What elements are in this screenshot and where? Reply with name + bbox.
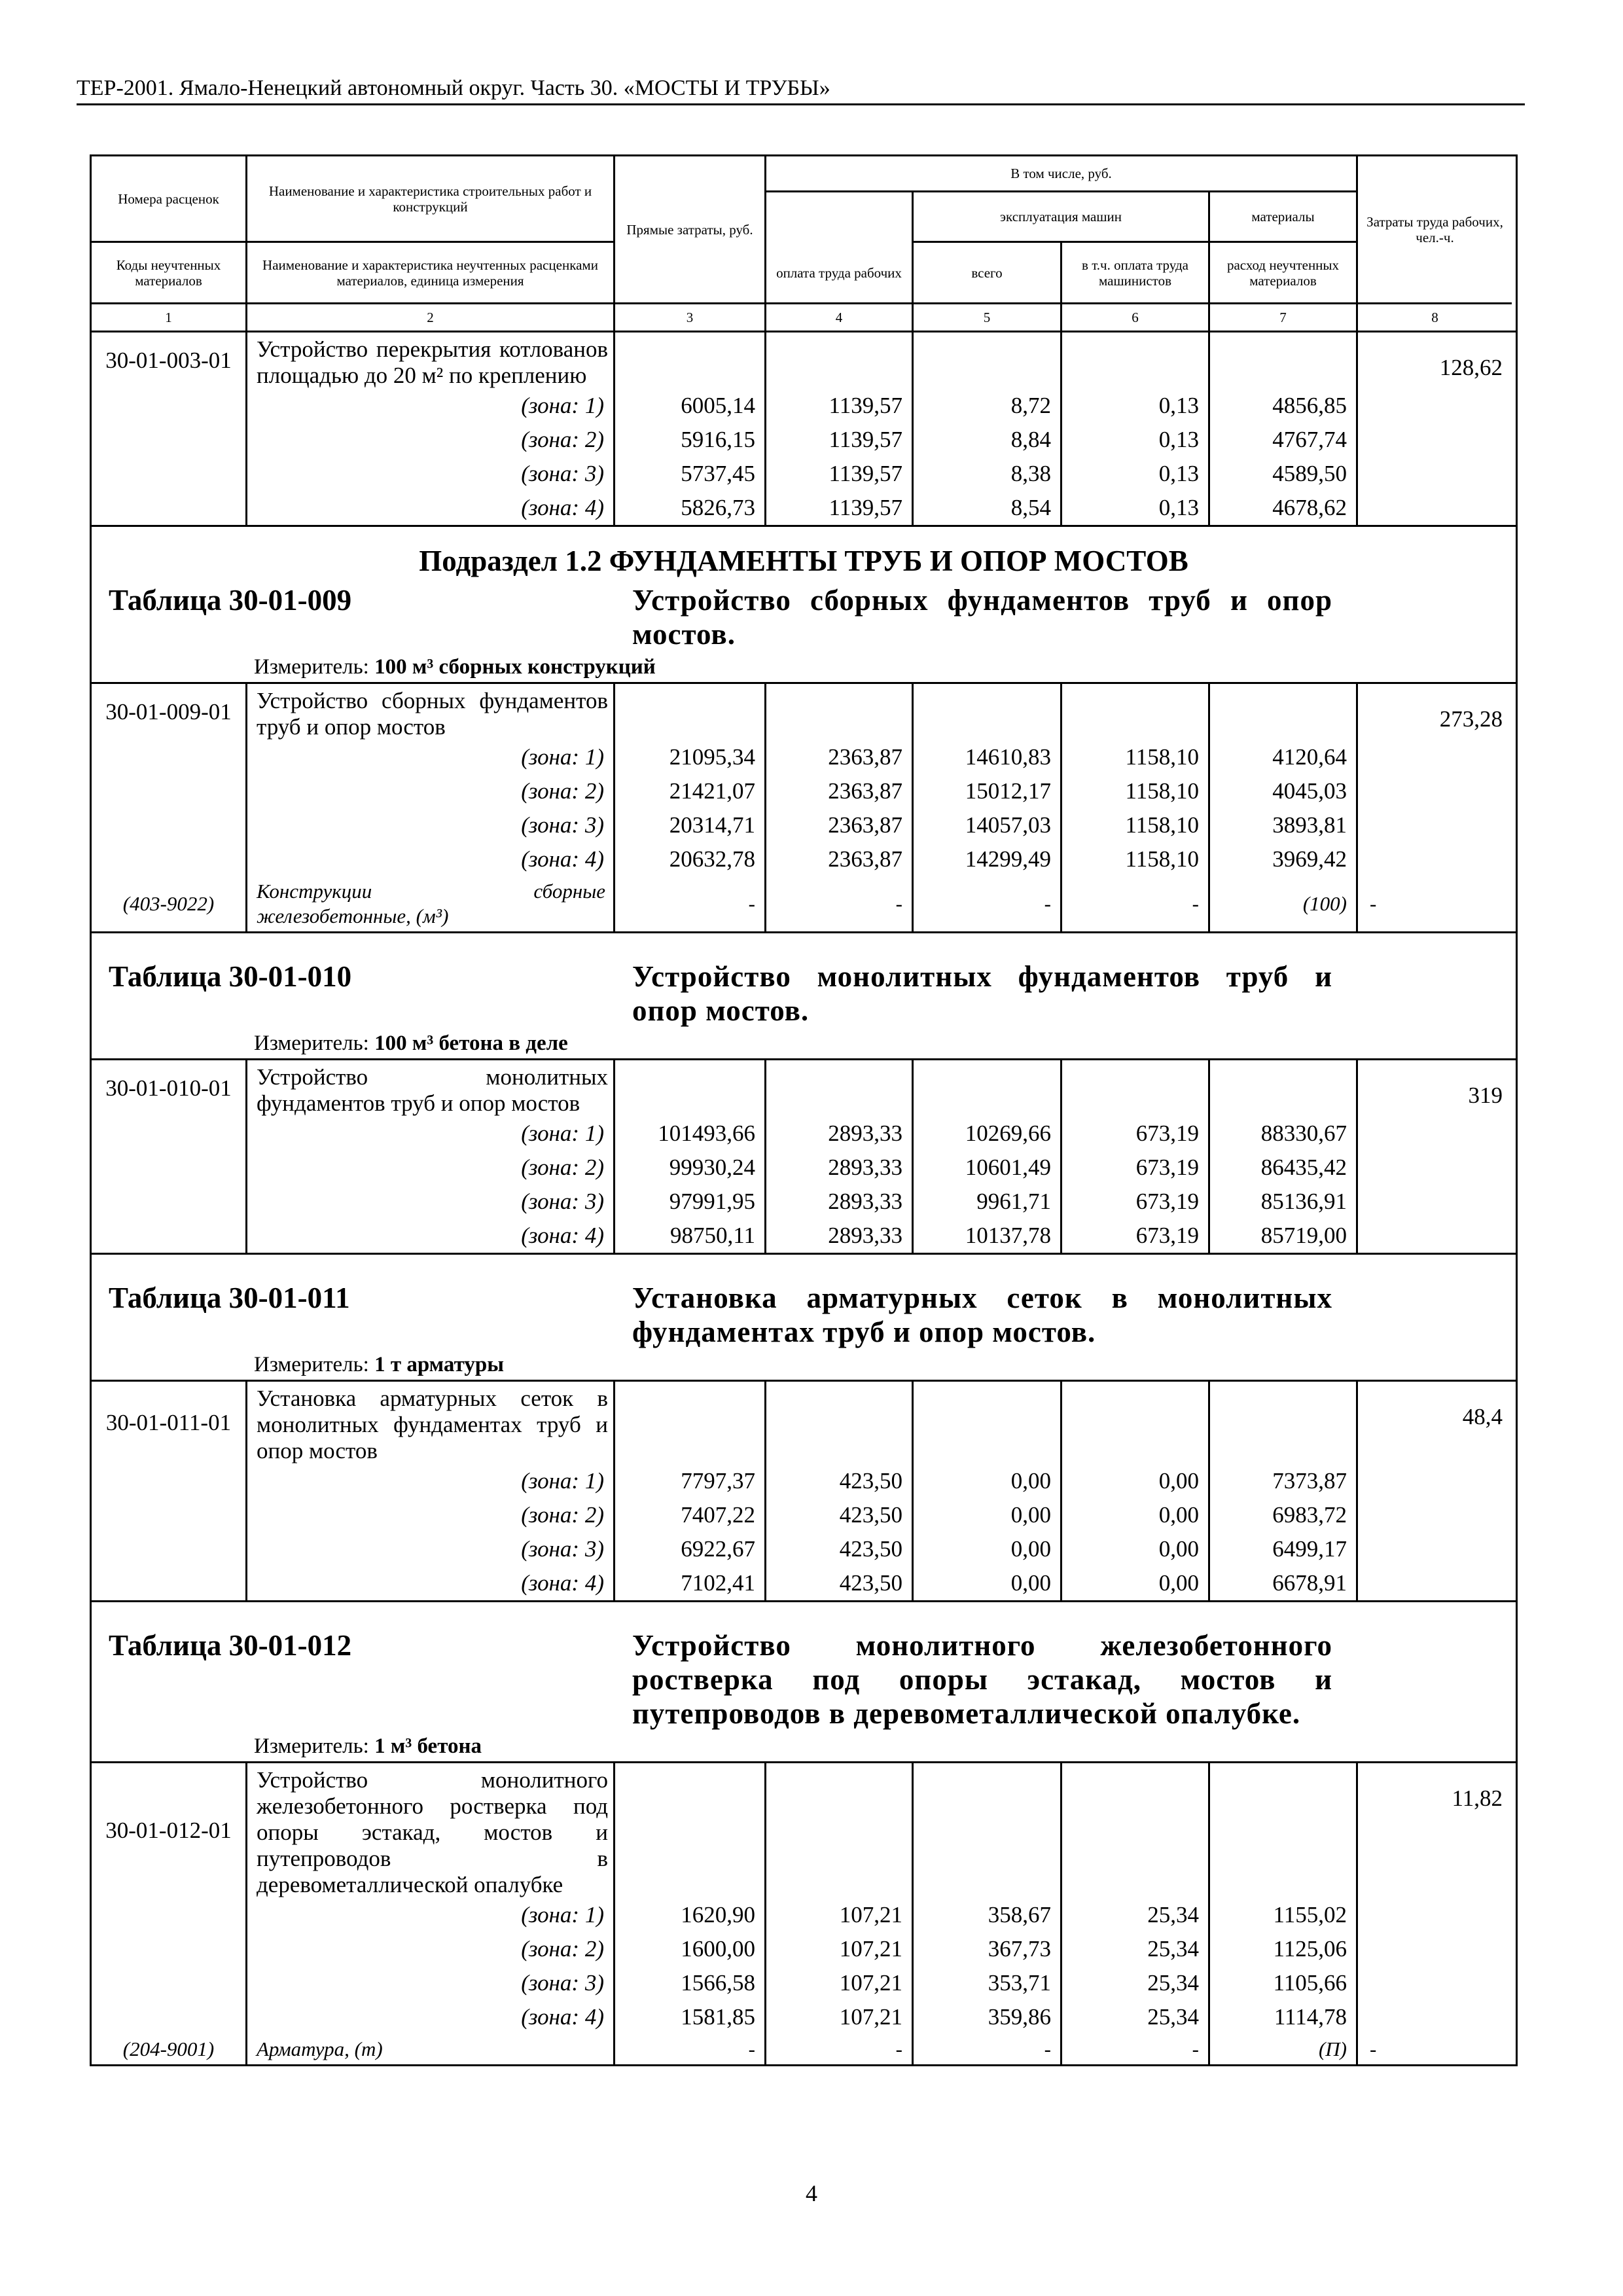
cost-value: 14057,03 xyxy=(914,808,1062,842)
measure-unit: Измеритель: 100 м³ бетона в деле xyxy=(254,1031,568,1055)
zone-label: (зона: 3) xyxy=(247,808,615,842)
zone-row xyxy=(92,1532,1516,1566)
cost-value: 423,50 xyxy=(766,1498,914,1532)
cost-value: 1125,06 xyxy=(1210,1932,1358,1966)
cost-value: 88330,67 xyxy=(1210,1117,1358,1151)
cost-value: 0,13 xyxy=(1062,491,1210,525)
material-value: - xyxy=(1370,2037,1377,2060)
cost-value: 5826,73 xyxy=(615,491,766,525)
zone-label: (зона: 4) xyxy=(247,842,615,876)
measure-unit: Измеритель: 1 м³ бетона xyxy=(254,1734,482,1758)
head-materials: материалы xyxy=(1210,192,1358,243)
head-direct-costs: Прямые затраты, руб. xyxy=(615,156,766,304)
rate-code: 30-01-009-01 xyxy=(92,684,247,740)
cost-value: 1566,58 xyxy=(615,1966,766,2000)
head-total: всего xyxy=(914,243,1062,304)
cost-value: 14299,49 xyxy=(914,842,1062,876)
col-num: 1 xyxy=(92,304,247,331)
cost-value: 6922,67 xyxy=(615,1532,766,1566)
cost-value: 423,50 xyxy=(766,1566,914,1600)
head-machines: эксплуатация машин xyxy=(914,192,1210,243)
rate-block xyxy=(92,1382,1516,1600)
cost-value: 25,34 xyxy=(1062,1898,1210,1932)
cost-value: 86435,42 xyxy=(1210,1151,1358,1185)
cost-value: 4120,64 xyxy=(1210,740,1358,774)
zone-row xyxy=(92,842,1516,876)
cost-value: 0,00 xyxy=(1062,1566,1210,1600)
table-section xyxy=(92,1600,1516,1763)
material-value: - xyxy=(1370,892,1377,915)
zone-row xyxy=(92,1151,1516,1185)
zone-row xyxy=(92,808,1516,842)
material-value: - xyxy=(766,876,914,931)
zone-label: (зона: 4) xyxy=(247,2000,615,2034)
table-number: Таблица 30-01-011 xyxy=(109,1282,350,1314)
cost-value: 1600,00 xyxy=(615,1932,766,1966)
page-header: ТЕР-2001. Ямало-Ненецкий автономный округ. Часть 30. «МОСТЫ И ТРУБЫ» xyxy=(77,73,1525,105)
zone-label: (зона: 4) xyxy=(247,1219,615,1253)
zone-label: (зона: 1) xyxy=(247,1117,615,1151)
cost-value: 6678,91 xyxy=(1210,1566,1358,1600)
rate-name: Установка арматурных сеток в монолитных фундаментах труб и опор мостов xyxy=(247,1382,615,1464)
rate-block xyxy=(92,1060,1516,1253)
material-value: - xyxy=(766,2034,914,2064)
rate-row xyxy=(92,1763,1516,1898)
cost-value: 20632,78 xyxy=(615,842,766,876)
zone-label: (зона: 1) xyxy=(247,740,615,774)
material-value: - xyxy=(1062,2034,1210,2064)
cost-value: 8,72 xyxy=(914,389,1062,423)
cost-value: 7373,87 xyxy=(1210,1464,1358,1498)
cost-value: 673,19 xyxy=(1062,1151,1210,1185)
cost-value: 4678,62 xyxy=(1210,491,1358,525)
material-value: (П) xyxy=(1210,2034,1358,2064)
material-name: Арматура, (т) xyxy=(247,2034,615,2064)
material-value: - xyxy=(914,2034,1062,2064)
cost-value: 4767,74 xyxy=(1210,423,1358,457)
cost-value: 25,34 xyxy=(1062,1932,1210,1966)
cost-value: 8,38 xyxy=(914,457,1062,491)
cost-value: 25,34 xyxy=(1062,1966,1210,2000)
zone-row xyxy=(92,2000,1516,2034)
zone-label: (зона: 2) xyxy=(247,774,615,808)
cost-value: 1620,90 xyxy=(615,1898,766,1932)
cost-value: 0,13 xyxy=(1062,457,1210,491)
cost-value: 1139,57 xyxy=(766,423,914,457)
cost-value: 1158,10 xyxy=(1062,774,1210,808)
cost-value: 10137,78 xyxy=(914,1219,1062,1253)
zone-row xyxy=(92,1219,1516,1253)
cost-value: 2893,33 xyxy=(766,1117,914,1151)
zone-label: (зона: 1) xyxy=(247,1898,615,1932)
cost-value: 25,34 xyxy=(1062,2000,1210,2034)
cost-value: 673,19 xyxy=(1062,1185,1210,1219)
zone-row xyxy=(92,774,1516,808)
material-value: - xyxy=(1062,876,1210,931)
cost-value: 423,50 xyxy=(766,1464,914,1498)
measure-unit: Измеритель: 100 м³ сборных конструкций xyxy=(254,655,656,679)
zone-label: (зона: 2) xyxy=(247,423,615,457)
head-incl-pay: в т.ч. оплата труда машинистов xyxy=(1062,243,1210,304)
cost-value: 2363,87 xyxy=(766,842,914,876)
cost-value: 9961,71 xyxy=(914,1185,1062,1219)
cost-value: 21095,34 xyxy=(615,740,766,774)
measure-unit: Измеритель: 1 т арматуры xyxy=(254,1353,504,1376)
cost-value: 423,50 xyxy=(766,1532,914,1566)
table-heading xyxy=(92,583,1516,651)
cost-value: 1114,78 xyxy=(1210,2000,1358,2034)
material-code: (204-9001) xyxy=(92,2034,247,2064)
cost-value: 1139,57 xyxy=(766,491,914,525)
zone-row xyxy=(92,1185,1516,1219)
cost-value: 3969,42 xyxy=(1210,842,1358,876)
cost-value: 2893,33 xyxy=(766,1185,914,1219)
rate-code: 30-01-010-01 xyxy=(92,1060,247,1117)
head-empty xyxy=(766,192,914,243)
zone-row xyxy=(92,1566,1516,1600)
cost-value: 2363,87 xyxy=(766,740,914,774)
zone-label: (зона: 1) xyxy=(247,389,615,423)
table-section xyxy=(92,1253,1516,1382)
material-code: (403-9022) xyxy=(92,876,247,931)
head-codes: Коды неучтенных материалов xyxy=(92,243,247,304)
cost-value: 0,00 xyxy=(914,1566,1062,1600)
cost-value: 1155,02 xyxy=(1210,1898,1358,1932)
head-mat-name: Наименование и характеристика неучтенных расценками материалов, единица измерения xyxy=(247,243,615,304)
cost-value: 673,19 xyxy=(1062,1117,1210,1151)
cost-value: 1105,66 xyxy=(1210,1966,1358,2000)
rate-row xyxy=(92,1382,1516,1464)
zone-label: (зона: 2) xyxy=(247,1932,615,1966)
labor-cost: 48,4 xyxy=(1462,1404,1503,1429)
zone-row xyxy=(92,1932,1516,1966)
labor-cost: 319 xyxy=(1468,1083,1503,1108)
head-in-total: В том числе, руб. xyxy=(766,156,1358,192)
head-labor: Затраты труда рабочих, чел.-ч. xyxy=(1358,156,1512,304)
cost-value: 7797,37 xyxy=(615,1464,766,1498)
subsection-title: Подраздел 1.2 ФУНДАМЕНТЫ ТРУБ И ОПОР МОСТОВ xyxy=(419,545,1188,577)
cost-value: 10269,66 xyxy=(914,1117,1062,1151)
zone-label: (зона: 3) xyxy=(247,1185,615,1219)
cost-value: 2363,87 xyxy=(766,774,914,808)
zone-row xyxy=(92,740,1516,774)
table-title: Устройство сборных фундаментов труб и опор мостов. xyxy=(632,584,1332,651)
zone-row xyxy=(92,457,1516,491)
zone-label: (зона: 4) xyxy=(247,491,615,525)
cost-value: 359,86 xyxy=(914,2000,1062,2034)
cost-value: 107,21 xyxy=(766,1898,914,1932)
cost-value: 15012,17 xyxy=(914,774,1062,808)
col-num: 5 xyxy=(914,304,1062,331)
cost-value: 14610,83 xyxy=(914,740,1062,774)
rate-block xyxy=(92,332,1516,525)
cost-value: 2363,87 xyxy=(766,808,914,842)
labor-cost: 11,82 xyxy=(1452,1785,1503,1811)
labor-cost: 273,28 xyxy=(1439,706,1503,732)
zone-label: (зона: 4) xyxy=(247,1566,615,1600)
cost-value: 107,21 xyxy=(766,1932,914,1966)
cost-value: 4045,03 xyxy=(1210,774,1358,808)
cost-value: 0,13 xyxy=(1062,389,1210,423)
rate-code: 30-01-003-01 xyxy=(92,332,247,389)
table-title: Установка арматурных сеток в монолитных фундаментах труб и опор мостов. xyxy=(632,1282,1332,1348)
rates-table xyxy=(90,154,1518,2066)
material-name: Конструкции сборные железобетонные, (м³) xyxy=(247,876,615,931)
cost-value: 107,21 xyxy=(766,1966,914,2000)
col-num: 4 xyxy=(766,304,914,331)
zone-label: (зона: 1) xyxy=(247,1464,615,1498)
cost-value: 367,73 xyxy=(914,1932,1062,1966)
zone-row xyxy=(92,1898,1516,1932)
col-num: 7 xyxy=(1210,304,1358,331)
cost-value: 0,00 xyxy=(1062,1464,1210,1498)
zone-label: (зона: 3) xyxy=(247,457,615,491)
cost-value: 98750,11 xyxy=(615,1219,766,1253)
cost-value: 21421,07 xyxy=(615,774,766,808)
zone-row xyxy=(92,491,1516,525)
zone-label: (зона: 2) xyxy=(247,1151,615,1185)
material-value: (100) xyxy=(1210,876,1358,931)
zone-row xyxy=(92,1117,1516,1151)
table-heading xyxy=(92,933,1516,1028)
col-num: 3 xyxy=(615,304,766,331)
cost-value: 358,67 xyxy=(914,1898,1062,1932)
cost-value: 4856,85 xyxy=(1210,389,1358,423)
cost-value: 1158,10 xyxy=(1062,808,1210,842)
rate-code: 30-01-011-01 xyxy=(92,1382,247,1464)
cost-value: 0,00 xyxy=(1062,1532,1210,1566)
material-value: - xyxy=(615,876,766,931)
rate-name: Устройство монолитных фундаментов труб и опор мостов xyxy=(247,1060,615,1117)
subsection xyxy=(92,525,1516,684)
cost-value: 6499,17 xyxy=(1210,1532,1358,1566)
page-number: 4 xyxy=(806,2180,817,2206)
rate-block xyxy=(92,684,1516,931)
cost-value: 10601,49 xyxy=(914,1151,1062,1185)
table-number: Таблица 30-01-009 xyxy=(109,584,352,617)
cost-value: 6005,14 xyxy=(615,389,766,423)
material-row xyxy=(92,2034,1516,2064)
cost-value: 0,13 xyxy=(1062,423,1210,457)
cost-value: 0,00 xyxy=(1062,1498,1210,1532)
zone-row xyxy=(92,1464,1516,1498)
rate-block xyxy=(92,1763,1516,2064)
rate-name: Устройство монолитного железобетонного ростверка под опоры эстакад, мостов и путепроводов в деревометаллической опалубке xyxy=(247,1763,615,1898)
cost-value: 1581,85 xyxy=(615,2000,766,2034)
cost-value: 1158,10 xyxy=(1062,842,1210,876)
head-rate-number: Номера расценок xyxy=(92,156,247,243)
material-value: - xyxy=(914,876,1062,931)
head-consumption: расход неучтенных материалов xyxy=(1210,243,1358,304)
cost-value: 2893,33 xyxy=(766,1219,914,1253)
table-section xyxy=(92,931,1516,1060)
cost-value: 8,84 xyxy=(914,423,1062,457)
rate-row xyxy=(92,1060,1516,1117)
rate-code: 30-01-012-01 xyxy=(92,1763,247,1898)
cost-value: 7407,22 xyxy=(615,1498,766,1532)
cost-value: 1139,57 xyxy=(766,389,914,423)
cost-value: 0,00 xyxy=(914,1498,1062,1532)
rate-row xyxy=(92,332,1516,389)
cost-value: 85719,00 xyxy=(1210,1219,1358,1253)
cost-value: 353,71 xyxy=(914,1966,1062,2000)
cost-value: 8,54 xyxy=(914,491,1062,525)
cost-value: 0,00 xyxy=(914,1464,1062,1498)
cost-value: 107,21 xyxy=(766,2000,914,2034)
cost-value: 1158,10 xyxy=(1062,740,1210,774)
zone-label: (зона: 2) xyxy=(247,1498,615,1532)
zone-row xyxy=(92,1498,1516,1532)
zone-label: (зона: 3) xyxy=(247,1966,615,2000)
labor-cost: 128,62 xyxy=(1439,355,1503,380)
table-title: Устройство монолитного железобетонного ростверка под опоры эстакад, мостов и путепроводов в деревометаллической опалубке. xyxy=(632,1629,1332,1730)
zone-row xyxy=(92,1966,1516,2000)
table-number: Таблица 30-01-010 xyxy=(109,960,352,993)
col-num: 6 xyxy=(1062,304,1210,331)
cost-value: 6983,72 xyxy=(1210,1498,1358,1532)
material-value: - xyxy=(615,2034,766,2064)
col-num: 8 xyxy=(1431,310,1438,325)
cost-value: 3893,81 xyxy=(1210,808,1358,842)
table-heading xyxy=(92,1602,1516,1731)
cost-value: 97991,95 xyxy=(615,1185,766,1219)
table-title: Устройство монолитных фундаментов труб и опор мостов. xyxy=(632,960,1332,1027)
cost-value: 85136,91 xyxy=(1210,1185,1358,1219)
material-row xyxy=(92,876,1516,931)
col-num: 2 xyxy=(247,304,615,331)
cost-value: 5737,45 xyxy=(615,457,766,491)
cost-value: 20314,71 xyxy=(615,808,766,842)
cost-value: 0,00 xyxy=(914,1532,1062,1566)
cost-value: 4589,50 xyxy=(1210,457,1358,491)
cost-value: 5916,15 xyxy=(615,423,766,457)
zone-row xyxy=(92,423,1516,457)
table-head xyxy=(92,156,1516,332)
table-number: Таблица 30-01-012 xyxy=(109,1629,352,1662)
zone-row xyxy=(92,389,1516,423)
zone-label: (зона: 3) xyxy=(247,1532,615,1566)
cost-value: 101493,66 xyxy=(615,1117,766,1151)
cost-value: 1139,57 xyxy=(766,457,914,491)
rate-row xyxy=(92,684,1516,740)
head-work-name: Наименование и характеристика строительных работ и конструкций xyxy=(247,156,615,243)
cost-value: 2893,33 xyxy=(766,1151,914,1185)
cost-value: 99930,24 xyxy=(615,1151,766,1185)
cost-value: 673,19 xyxy=(1062,1219,1210,1253)
cost-value: 7102,41 xyxy=(615,1566,766,1600)
table-heading xyxy=(92,1255,1516,1349)
rate-name: Устройство сборных фундаментов труб и опор мостов xyxy=(247,684,615,740)
head-pay: оплата труда рабочих xyxy=(766,243,914,304)
rate-name: Устройство перекрытия котлованов площадью до 20 м² по креплению xyxy=(247,332,615,389)
